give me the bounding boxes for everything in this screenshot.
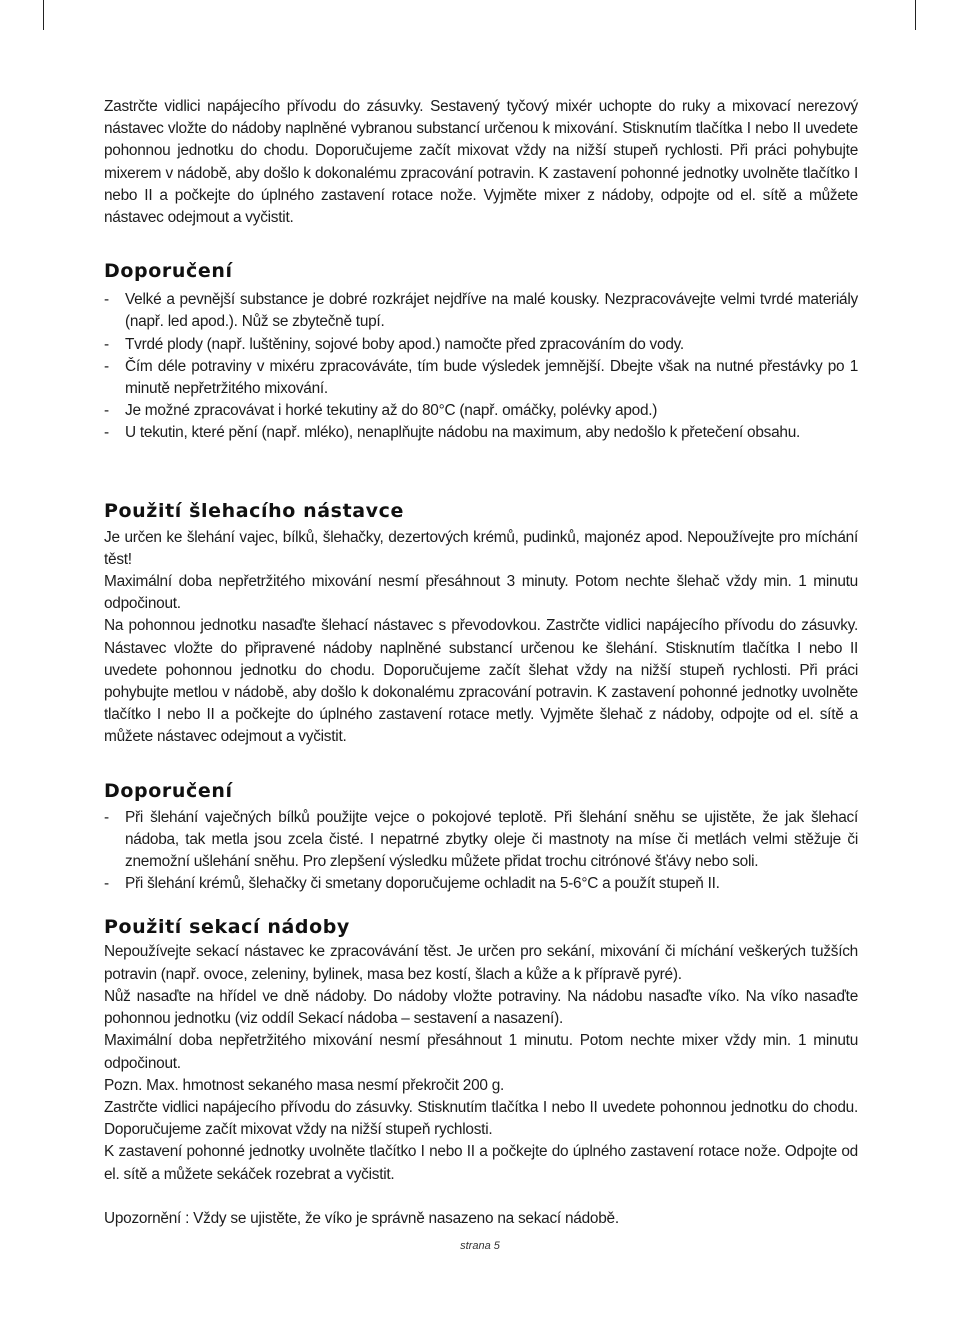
chopper-paragraph-4: Pozn. Max. hmotnost sekaného masa nesmí překročit 200 g. — [104, 1076, 505, 1094]
chopper-paragraph-6: K zastavení pohonné jednotky uvolněte tlačítko I nebo II a počkejte do úplného zastavení rotace nože. Odpojte od el. sítě a můžete sekáček rozebrat a vyčistit. — [104, 1143, 858, 1183]
recommendations-list-1 — [104, 289, 858, 444]
list-item: - Velké a pevnější substance je dobré rozkrájet nejdříve na malé kousky. Nezpracovávejte velmi tvrdé materiály (např. led apod.). Nůž se zbytečně tupí. — [104, 289, 858, 333]
crop-mark-left — [43, 0, 44, 30]
whisk-paragraph-3: Na pohonnou jednotku nasaďte šlehací nástavec s převodovkou. Zastrčte vidlici napájecího přívodu do zásuvky. Nástavec vložte do připravené nádoby naplněné substancí určenou ke šlehání. Stisknutím tlačítka I nebo II uvedete pohonnou jednotku do chodu. Doporučujeme začít šlehat vždy na nižší stupeň rychlosti. Při práci pohybujte metlou v nádobě, aby došlo k dokonalému zpracování potravin. K zastavení pohonné jednotky uvolněte tlačítko I nebo II a počkejte do úplného zastavení rotace metly. Vyjměte šlehač z nádoby, odpojte od el. sítě a můžete nástavec odejmout a vyčistit. — [104, 617, 858, 746]
list-item: - Je možné zpracovávat i horké tekutiny až do 80°C (např. omáčky, polévky apod.) — [104, 400, 858, 422]
whisk-section-heading: Použití šlehacího nástavce — [104, 499, 405, 522]
warning-note: Upozornění : Vždy se ujistěte, že víko je správně nasazeno na sekací nádobě. — [104, 1209, 619, 1227]
chopper-paragraph-3: Maximální doba nepřetržitého mixování nesmí přesáhnout 1 minutu. Potom nechte mixer vždy min. 1 minutu odpočinout. — [104, 1032, 858, 1072]
page-number: strana 5 — [460, 1240, 500, 1252]
intro-paragraph: Zastrčte vidlici napájecího přívodu do zásuvky. Sestavený tyčový mixér uchopte do ruky a mixovací nerezový nástavec vložte do nádoby naplněné vybranou substancí určenou k mixování. Stisknutím tlačítka I nebo II uvedete pohonnou jednotku do chodu. Doporučujeme začít mixovat vždy na nižší stupeň rychlosti. Při práci pohybujte mixerem v nádobě, aby došlo k dokonalému zpracování potravin. K zastavení pohonné jednotky uvolněte tlačítko I nebo II a počkejte do úplného zastavení rotace nože. Vyjměte mixer z nádoby, odpojte od el. sítě a můžete nástavec odejmout a vyčistit. — [104, 98, 858, 227]
recommendations-heading-2: Doporučení — [104, 779, 233, 802]
list-item: - Čím déle potraviny v mixéru zpracováváte, tím bude výsledek jemnější. Dbejte však na nutné přestávky po 1 minutě nepřetržitého mixování. — [104, 356, 858, 400]
chopper-paragraph-2: Nůž nasaďte na hřídel ve dně nádoby. Do nádoby vložte potraviny. Na nádobu nasaďte víko. Na víko nasaďte pohonnou jednotku (viz oddíl Sekací nádoba – sestavení a nasazení). — [104, 987, 858, 1028]
list-item: - Při šlehání vaječných bílků použijte vejce o pokojové teplotě. Při šlehání sněhu se ujistěte, že jak šlehací nádoba, tak metla jsou zcela čisté. I nepatrné zbytky oleje či mastnoty na míse či metlách velmi stěžuje či znemožní ušlehání sněhu. Pro zlepšení výsledku můžete přidat trochu citrónové šťávy nebo soli. — [104, 807, 858, 874]
recommendations-list-2 — [104, 807, 858, 896]
whisk-paragraph-1: Je určen ke šlehání vajec, bílků, šlehačky, dezertových krémů, pudinků, majonéz apod. Nepoužívejte pro míchání těst! — [104, 528, 858, 568]
chopper-paragraph-5: Zastrčte vidlici napájecího přívodu do zásuvky. Stisknutím tlačítka I nebo II uvedete pohonnou jednotku do chodu. Doporučujeme začít mixovat vždy na nižší stupeň rychlosti. — [104, 1098, 858, 1139]
page-content — [104, 96, 858, 1230]
crop-mark-right — [915, 0, 916, 30]
list-item: - Při šlehání krémů, šlehačky či smetany doporučujeme ochladit na 5-6°C a použít stupeň II. — [104, 873, 858, 895]
list-item: - U tekutin, které pění (např. mléko), nenaplňujte nádobu na maximum, aby nedošlo k přetečení obsahu. — [104, 422, 858, 444]
recommendations-heading-1: Doporučení — [104, 260, 233, 283]
whisk-paragraph-2: Maximální doba nepřetržitého mixování nesmí přesáhnout 3 minuty. Potom nechte šlehač vždy min. 1 minutu odpočinout. — [104, 573, 858, 613]
list-item: - Tvrdé plody (např. luštěniny, sojové boby apod.) namočte před zpracováním do vody. — [104, 334, 858, 356]
chopper-paragraph-1: Nepoužívejte sekací nástavec ke zpracovávání těst. Je určen pro sekání, mixování či míchání veškerých tužších potravin (např. ovoce, zeleniny, bylinek, masa bez kostí, šlach a kůže a k přípravě pyré). — [104, 943, 858, 983]
chopper-section-heading: Použití sekací nádoby — [104, 916, 350, 939]
